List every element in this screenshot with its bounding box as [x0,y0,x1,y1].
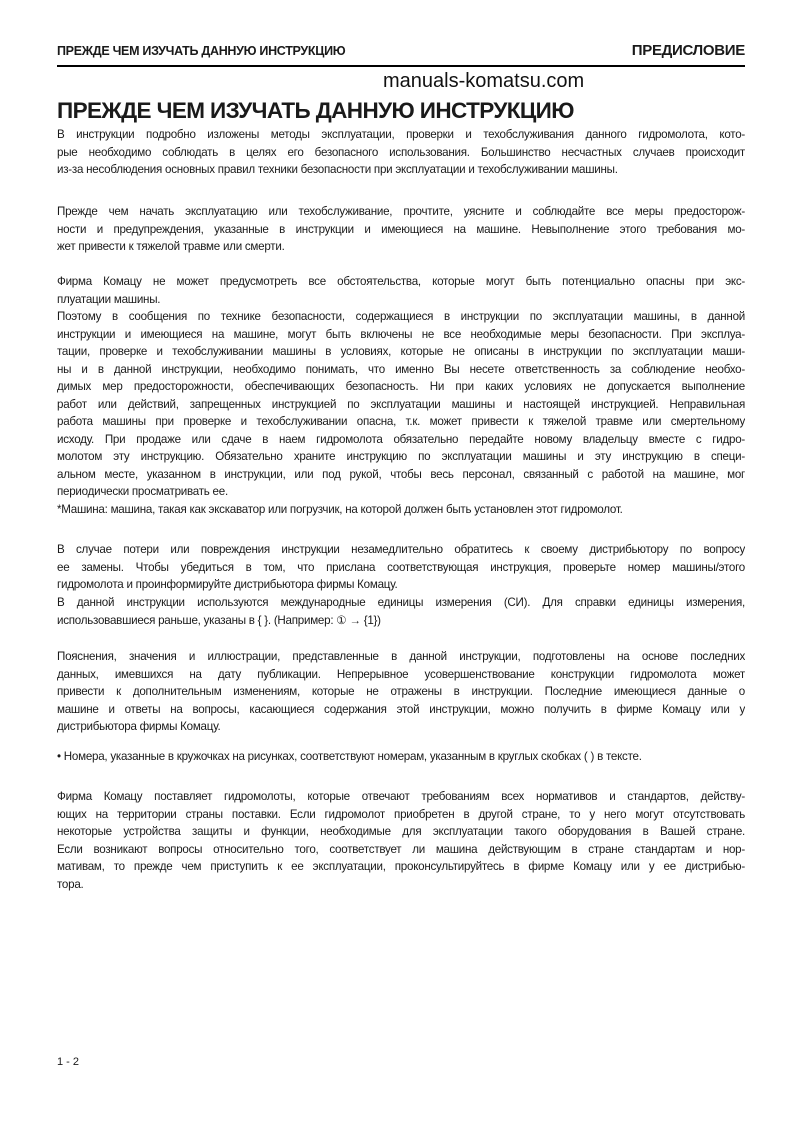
text-line: Поэтому в сообщения по технике безопасности, содержащиеся в инструкции по эксплуатации машины, в данной [57,310,745,323]
text-line: работа машины при проверке и техобслуживании опасна, т.к. может привести к тяжелой травме или смертельному [57,415,745,428]
paragraph [57,203,745,256]
text-line: ны и в данной инструкции, необходимо понимать, что именно Вы несете ответственность за соблюдение необхо- [57,362,745,376]
paragraph [57,126,745,179]
text-line: привести к дополнительным изменениям, которые не отражены в инструкции. Последние имеющиеся данные о [57,685,745,698]
text-line: • Номера, указанные в кружочках на рисунках, соответствуют номерам, указанным в круглых скобках ( ) в тексте. [57,750,642,763]
text-line: плуатации машины. [57,292,161,306]
text-line: рые необходимо соблюдать в целях его безопасного использования. Большинство несчастных случаев происходит [57,145,745,159]
text-line: ности и предупреждения, указанные в инструкции и имеющиеся на машине. Невыполнение этого требования мо- [57,222,745,236]
paragraph [57,788,745,893]
paragraph [57,748,745,766]
running-header-chapter: ПРЕДИСЛОВИЕ [631,42,745,59]
text-line: жет привести к тяжелой травме или смерти. [57,240,285,253]
text-line: альном месте, указанном в инструкции, или под рукой, чтобы весь персонал, связанный с работой на машине, мог [57,467,745,481]
text-line: Фирма Комацу не может предусмотреть все обстоятельства, которые могут быть потенциально опасны при экс- [57,275,745,288]
text-line: гидромолота и проинформируйте дистрибьютора фирмы Комацу. [57,578,398,591]
running-header-section: ПРЕЖДЕ ЧЕМ ИЗУЧАТЬ ДАННУЮ ИНСТРУКЦИЮ [57,44,346,58]
paragraph [57,648,745,736]
text-line: исходу. При продаже или сдаче в наем гидромолота обязательно передайте новому владельцу вместе с гидро- [57,432,745,446]
text-line: *Машина: машина, такая как экскаватор или погрузчик, на которой должен быть установлен этот гидромолот. [57,503,623,516]
text-line: В данной инструкции используются международные единицы измерения (СИ). Для справки единицы измерения, [57,596,745,609]
text-line: инструкции и имеющиеся на машине, могут быть включены не все необходимые меры безопасности. При эксплуа- [57,327,745,341]
text-line: мативам, то прежде чем приступить к ее эксплуатации, проконсультируйтесь в фирме Комацу или у ее дистрибью- [57,860,745,873]
text-line: Прежде чем начать эксплуатацию или техобслуживание, прочтите, уясните и соблюдайте все меры предосторож- [57,205,745,218]
text-line: ее замены. Чтобы убедиться в том, что прислана соответствующая инструкция, проверьте номер машины/этого [57,560,745,574]
header-rule [57,65,745,67]
page-number: 1 - 2 [57,1056,80,1068]
page-title: ПРЕЖДЕ ЧЕМ ИЗУЧАТЬ ДАННУЮ ИНСТРУКЦИЮ [57,98,574,123]
text-line: периодически просматривать ее. [57,485,228,498]
text-line: Фирма Комацу поставляет гидромолоты, которые отвечают требованиям всех нормативов и стандартов, действу- [57,790,745,803]
paragraph [57,501,745,519]
text-line: машине и ответы на вопросы, касающиеся содержания этой инструкции, можно получить в фирме Комацу или у [57,702,745,716]
paragraph [57,273,745,308]
text-line: использовавшиеся раньше, указаны в { }. (Например: ① → {1}) [57,613,381,627]
text-line: ющих на территории страны поставки. Если гидромолот приобретен в другой стране, то у него могут отсутствовать [57,807,745,821]
text-line: молотом эту инструкцию. Обязательно храните инструкцию по эксплуатации машины и эту инструкцию в специ- [57,450,745,463]
text-line: некоторые устройства защиты и функции, необходимые для эксплуатации такого оборудования в Вашей стране. [57,825,745,838]
text-line: работ или действий, запрещенных инструкцией по эксплуатации машины и настоящей инструкцией. Неправильная [57,397,745,411]
paragraph [57,308,745,501]
text-line: димых мер предосторожности, обеспечивающих безопасность. Ни при каких условиях не допускается выполнение [57,380,745,393]
paragraph [57,541,745,594]
text-line: данных, имевшихся на дату публикации. Непрерывное усовершенствование конструкции гидромолота может [57,667,745,681]
text-line: В инструкции подробно изложены методы эксплуатации, проверки и техобслуживания данного гидромолота, кото- [57,128,745,141]
text-line: Пояснения, значения и иллюстрации, представленные в данной инструкции, подготовлены на основе последних [57,650,745,663]
text-line: из-за несоблюдения основных правил техники безопасности при эксплуатации и техобслуживании машины. [57,163,618,176]
watermark: manuals-komatsu.com [383,70,585,92]
text-line: В случае потери или повреждения инструкции незамедлительно обратитесь к своему дистрибьютору по вопросу [57,543,745,556]
text-line: тора. [57,877,84,891]
text-line: Если возникают вопросы относительно того, соответствует ли машина действующим в стране стандартам и нор- [57,842,745,856]
text-line: тации, проверке и техобслуживании машины в условиях, которые не описаны в инструкции по эксплуатации маши- [57,345,745,358]
text-line: дистрибьютора фирмы Комацу. [57,720,221,733]
paragraph [57,594,745,629]
